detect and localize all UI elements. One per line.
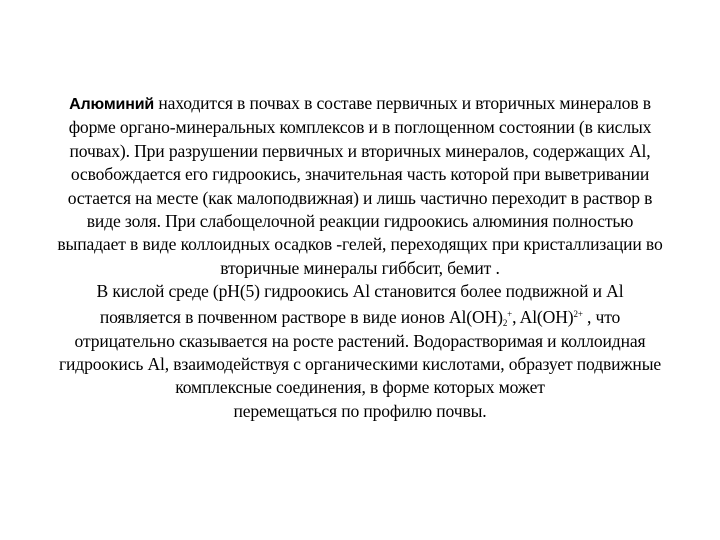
text-line: В кислой среде (pH(5) гидроокись Al становится более подвижной и Al <box>96 281 624 302</box>
text-line: виде золя. При слабощелочной реакции гидроокись алюминия полностью <box>86 211 634 232</box>
paragraph-aluminium-in-soil <box>4 92 716 280</box>
paragraph-acidic-environment <box>4 280 716 423</box>
ion-subscript: 2 <box>502 317 508 328</box>
text-line: почвах). При разрушении первичных и вторичных минералов, содержащих Al, <box>69 140 651 161</box>
text-line: освобождается его гидроокись, значительная часть которой при выветривании <box>70 164 650 185</box>
text-line-ions <box>4 304 716 330</box>
text-line: форме органо-минеральных комплексов и в поглощенном состоянии (в кислых <box>68 117 652 138</box>
text-segment: , Al(OH) <box>512 306 574 327</box>
text-block <box>4 92 716 423</box>
text-line: комплексные соединения, в форме которых может <box>175 377 545 398</box>
text-line <box>4 92 716 116</box>
ion-superscript: + <box>507 308 513 319</box>
text-line-rest: находится в почвах в составе первичных и вторичных минералов в <box>154 93 651 113</box>
text-segment: появляется в почвенном растворе в виде ионов Al(OH) <box>99 306 503 327</box>
text-line: выпадает в виде коллоидных осадков -гелей, переходящих при кристаллизации во <box>57 234 663 255</box>
text-line: вторичные минералы гиббсит, бемит . <box>220 257 500 278</box>
term-aluminium: Алюминий <box>69 96 155 113</box>
ion-superscript: 2+ <box>573 308 583 319</box>
text-line: остается на месте (как малоподвижная) и лишь частично переходит в раствор в <box>67 187 653 208</box>
text-line: перемещаться по профилю почвы. <box>233 400 487 421</box>
text-segment: , что <box>582 306 621 327</box>
text-line: отрицательно сказывается на росте растений. Водорастворимая и коллоидная <box>74 330 646 351</box>
text-line: гидроокись Al, взаимодействуя с органическими кислотами, образует подвижные <box>58 354 662 375</box>
